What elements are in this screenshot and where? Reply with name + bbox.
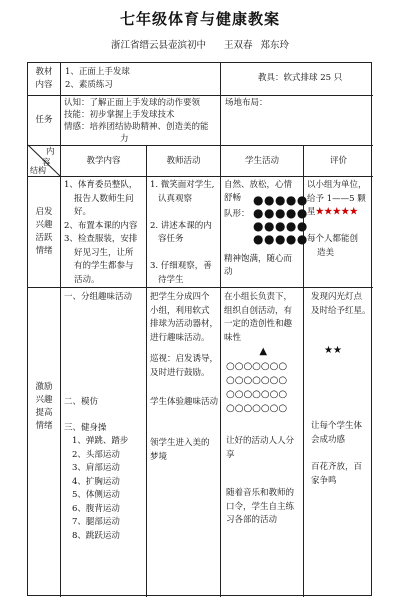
teacher-name-1: 王双春 — [223, 40, 253, 51]
header-student: 学生活动 — [244, 156, 279, 166]
task-emotion-cont: 力 — [120, 134, 129, 144]
section1-content — [64, 179, 137, 287]
section1-student-top2: 舒畅 — [224, 193, 242, 203]
content-label-1: 教材 — [35, 67, 53, 77]
content-item-2: 2、素质练习 — [65, 80, 113, 90]
list-item: 7、腿部运动 — [72, 517, 120, 527]
section2-teacher-top: 把学生分成四个 小组，利用软式 排球为活动器材， 进行趣味活动。 — [150, 292, 219, 343]
section2-health: 三、健身操 — [64, 423, 107, 433]
section1-teacher: 1. 微笑面对学生, 认真观察 2. 讲述本课的内 容任务 3. 仔细观察，善 待学生 — [150, 180, 215, 285]
list-item: 6、腹背运动 — [72, 503, 120, 514]
list-item: 5、体侧运动 — [72, 490, 120, 500]
content-label-2: 内容 — [35, 80, 53, 90]
lesson-plan-table — [27, 62, 372, 596]
list-item: 1、体育委员整队， — [64, 180, 138, 190]
subtitle — [0, 37, 400, 51]
header-content: 教学内容 — [86, 156, 121, 166]
section1-student-bottom2: 动 — [224, 267, 233, 277]
task-emotion: 情感：培养团结协助精神、创造美的能 — [64, 122, 209, 132]
section2-student-bottom: 随着音乐和教师的 口令，学生自主练 习各部的活动 — [226, 488, 295, 525]
list-item: 2、布置本课的内容 — [64, 220, 138, 231]
exercise-list — [72, 435, 128, 543]
list-item: 好。 — [74, 207, 92, 217]
list-item: 报告人数师生问 — [74, 193, 134, 204]
header-teacher: 教师活动 — [166, 156, 201, 166]
page-title: 七年级体育与健康教案 — [119, 10, 280, 28]
section2-student-top: 在小组长负责下， 组织自创活动，有 一定的造创性和趣 味性 — [224, 292, 293, 343]
section2-teacher-try: 学生体验趣味活动 — [150, 397, 219, 407]
venue-layout-label: 场地布局： — [225, 98, 268, 108]
equipment-text: 教具：软式排球 25 只 — [258, 73, 343, 83]
header-diag-mid: 容 — [42, 158, 51, 168]
list-item: 2、头部运动 — [72, 449, 120, 460]
header-diag-top: 内 — [46, 147, 55, 157]
section1-student-top: 自然、放松，心情 — [224, 180, 293, 190]
circle-formation: ○○○○○○○ ○○○○○○○ ○○○○○○○ ○○○○○○○ — [226, 361, 288, 414]
formation-dots: ●●●●● ●●●●● ●●●●● ●●●●● — [253, 193, 308, 246]
section2-evaluation-mid: 让每个学生体 会成功感 — [311, 421, 363, 445]
triangle-marker: ▲ — [259, 346, 268, 357]
task-skill: 技能：初步掌握上手发球技术 — [64, 110, 175, 120]
list-item: 1、弹跳、踏步 — [72, 436, 129, 446]
section2-evaluation-bottom: 百花齐放，百 家争鸣 — [311, 462, 363, 486]
formation-label: 队形： — [224, 209, 250, 219]
task-label: 任务 — [35, 115, 53, 125]
section2-teacher-lead: 领学生进入美的 梦境 — [150, 438, 210, 462]
list-item: 4、扩胸运动 — [72, 476, 120, 487]
header-evaluation: 评价 — [329, 156, 347, 166]
task-cognition: 认知：了解正面上手发球的动作要领 — [64, 98, 201, 108]
header-diag-bottom: 结构 — [30, 166, 46, 175]
list-item: 3、检查服装，安排 — [64, 234, 138, 244]
list-item: 3、肩部运动 — [72, 463, 120, 473]
school-name: 浙江省缙云县壶滨初中 — [110, 40, 206, 51]
section2-teacher-mid: 巡视：启发诱导， 及时进行鼓励。 — [150, 354, 219, 378]
section2-imitate: 二、模仿 — [64, 397, 99, 407]
star-rating: ★★★★★ — [315, 207, 359, 217]
teacher-name-2: 郑东玲 — [260, 40, 290, 51]
section2-evaluation-top: 发现闪光灯点 及时给予红星。 — [311, 292, 371, 316]
section1-evaluation: 以小组为单位， 给予 1——5 颗 星★★★★★ 每个人都能创 造美 — [307, 180, 367, 258]
list-item: 有的学生都参与 — [74, 261, 134, 271]
section1-student-bottom: 精神饱满，随心而 — [224, 254, 293, 264]
section2-student-mid: 让好的活动人人分 享 — [226, 436, 295, 460]
section2-title: 一、分组趣味活动 — [64, 292, 133, 302]
list-item: 好见习生，让所 — [74, 247, 134, 258]
section1-label: 启发 兴趣 活跃 情绪 — [35, 207, 53, 256]
list-item: 8、跳跃运动 — [72, 530, 120, 541]
content-item-1: 1、正面上手发球 — [65, 67, 130, 77]
section2-stars: ★★ — [324, 345, 342, 356]
list-item: 活动。 — [74, 274, 100, 285]
section2-label: 激励 兴趣 提高 情绪 — [35, 382, 53, 431]
